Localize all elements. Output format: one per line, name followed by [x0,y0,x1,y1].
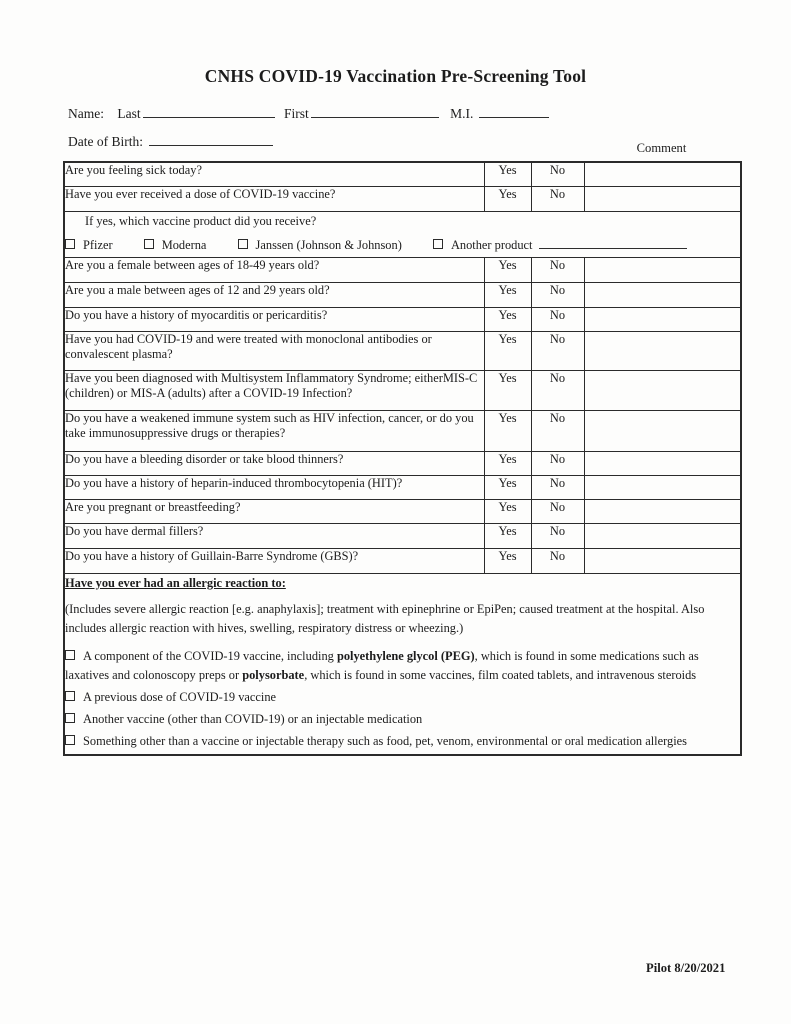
question-text: Do you have a history of myocarditis or pericarditis? [64,307,484,331]
allergy-option-text: , which is found in some medications such as laxatives and colonoscopy preps or [65,648,699,682]
allergy-option-other-allergy [65,732,740,751]
vaccine-product-row [64,211,741,257]
question-row [64,370,741,410]
vaccine-product-options [65,235,740,255]
first-name-field[interactable] [311,104,439,118]
vaccine-option-label: Moderna [161,237,207,252]
allergy-option-text: Something other than a vaccine or injectable therapy such as food, pet, venom, environmental or oral medication allergies [83,733,687,748]
allergy-option-other-vaccine [65,710,740,729]
comment-cell[interactable] [584,475,741,499]
question-text: Do you have dermal fillers? [64,523,484,548]
comment-cell[interactable] [584,548,741,573]
allergy-section-heading: Have you ever had an allergic reaction to: [65,575,286,590]
no-cell[interactable]: No [531,370,584,410]
question-row [64,162,741,186]
question-row [64,451,741,475]
comment-cell[interactable] [584,331,741,370]
yes-cell[interactable]: Yes [484,499,531,523]
dob-line [68,132,273,150]
yes-cell[interactable]: Yes [484,162,531,186]
question-text: Are you a male between ages of 12 and 29 years old? [64,282,484,307]
question-row [64,548,741,573]
question-text: Are you pregnant or breastfeeding? [64,499,484,523]
screening-table [63,161,742,756]
yes-cell[interactable]: Yes [484,331,531,370]
question-text: Do you have a weakened immune system such as HIV infection, cancer, or do you take immunosuppressive drugs or therapies? [64,410,484,451]
vaccine-option-other[interactable] [433,235,687,255]
no-cell[interactable]: No [531,475,584,499]
question-text: Are you feeling sick today? [64,162,484,186]
checkbox-previous-dose-icon[interactable] [65,691,75,701]
dob-field[interactable] [149,132,273,146]
checkbox-pfizer-icon[interactable] [65,239,75,249]
vaccine-product-prompt: If yes, which vaccine product did you receive? [85,213,317,228]
no-cell[interactable]: No [531,162,584,186]
yes-cell[interactable]: Yes [484,257,531,282]
checkbox-other-allergy-icon[interactable] [65,735,75,745]
allergy-option-bold-peg: polyethylene glycol (PEG) [336,648,475,663]
allergy-option-text: , which is found in some vaccines, film coated tablets, and intravenous steroids [304,667,697,682]
no-cell[interactable]: No [531,451,584,475]
yes-cell[interactable]: Yes [484,475,531,499]
allergy-option-previous-dose [65,688,740,707]
question-row [64,475,741,499]
vaccine-option-pfizer[interactable] [65,236,113,255]
dob-label: Date of Birth: [68,134,143,149]
question-text: Do you have a history of heparin-induced thrombocytopenia (HIT)? [64,475,484,499]
comment-cell[interactable] [584,410,741,451]
question-row [64,331,741,370]
yes-cell[interactable]: Yes [484,370,531,410]
name-line [68,104,549,122]
vaccine-option-label: Pfizer [83,237,113,252]
allergy-section-row [64,573,741,755]
yes-cell[interactable]: Yes [484,451,531,475]
question-text: Have you been diagnosed with Multisystem Inflammatory Syndrome; eitherMIS-C (children) or MIS-A (adults) after a COVID-19 Infection? [64,370,484,410]
comment-cell[interactable] [584,257,741,282]
checkbox-component-icon[interactable] [65,650,75,660]
comment-cell[interactable] [584,451,741,475]
no-cell[interactable]: No [531,523,584,548]
other-product-field[interactable] [539,235,687,249]
question-text: Have you ever received a dose of COVID-19 vaccine? [64,186,484,211]
question-row [64,186,741,211]
vaccine-option-moderna[interactable] [144,236,207,255]
last-name-label: Last [117,106,141,121]
comment-cell[interactable] [584,282,741,307]
no-cell[interactable]: No [531,282,584,307]
footer-pilot-date: Pilot 8/20/2021 [646,961,726,975]
comment-column-header: Comment [636,141,687,155]
vaccine-option-label: Another product [450,237,533,252]
no-cell[interactable]: No [531,548,584,573]
yes-cell[interactable]: Yes [484,307,531,331]
checkbox-other-product-icon[interactable] [433,239,443,249]
comment-cell[interactable] [584,499,741,523]
comment-cell[interactable] [584,162,741,186]
yes-cell[interactable]: Yes [484,523,531,548]
no-cell[interactable]: No [531,499,584,523]
yes-cell[interactable]: Yes [484,282,531,307]
vaccine-option-label: Janssen (Johnson & Johnson) [255,237,402,252]
checkbox-moderna-icon[interactable] [144,239,154,249]
yes-cell[interactable]: Yes [484,186,531,211]
question-text: Do you have a history of Guillain-Barre Syndrome (GBS)? [64,548,484,573]
allergy-section-note: (Includes severe allergic reaction [e.g. anaphylaxis]; treatment with epinephrine or EpiPen; caused treatment at the hospital. Also includes allergic reaction with hives, swelling, respiratory distress or wheezing.) [65,601,705,635]
middle-initial-label: M.I. [450,106,474,121]
yes-cell[interactable]: Yes [484,548,531,573]
question-row [64,410,741,451]
question-text: Are you a female between ages of 18-49 years old? [64,257,484,282]
no-cell[interactable]: No [531,257,584,282]
question-row [64,523,741,548]
question-row [64,499,741,523]
no-cell[interactable]: No [531,410,584,451]
allergy-option-text: A component of the COVID-19 vaccine, including [83,648,337,663]
no-cell[interactable]: No [531,331,584,370]
comment-cell[interactable] [584,186,741,211]
comment-cell[interactable] [584,307,741,331]
checkbox-other-vaccine-icon[interactable] [65,713,75,723]
no-cell[interactable]: No [531,307,584,331]
question-row [64,257,741,282]
last-name-field[interactable] [143,104,275,118]
question-text: Have you had COVID-19 and were treated with monoclonal antibodies or convalescent plasma? [64,331,484,370]
yes-cell[interactable]: Yes [484,410,531,451]
page-title: CNHS COVID-19 Vaccination Pre-Screening Tool [204,66,587,86]
no-cell[interactable]: No [531,186,584,211]
vaccine-option-janssen[interactable] [238,236,402,255]
first-name-label: First [284,106,309,121]
question-text: Do you have a bleeding disorder or take blood thinners? [64,451,484,475]
allergy-option-component [65,647,740,685]
allergy-option-text: A previous dose of COVID-19 vaccine [83,689,277,704]
checkbox-janssen-icon[interactable] [238,239,248,249]
name-label: Name: [68,106,104,121]
question-row [64,307,741,331]
question-row [64,282,741,307]
comment-cell[interactable] [584,523,741,548]
comment-cell[interactable] [584,370,741,410]
allergy-option-bold-polysorbate: polysorbate [242,667,305,682]
allergy-option-text: Another vaccine (other than COVID-19) or an injectable medication [83,711,423,726]
middle-initial-field[interactable] [479,104,549,118]
